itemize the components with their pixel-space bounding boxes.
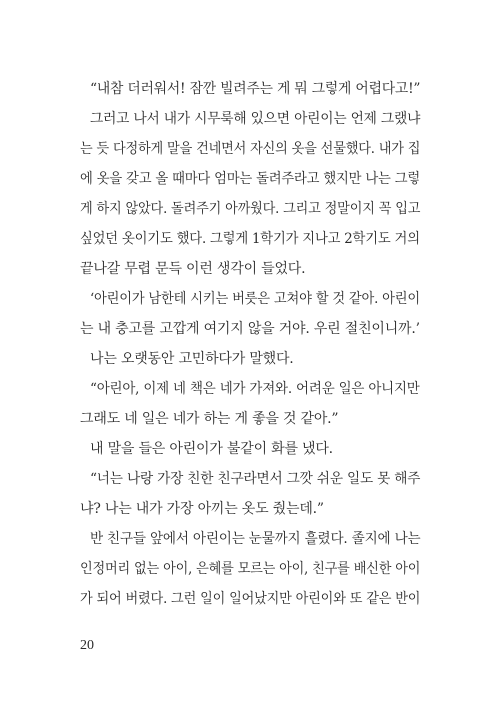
text-line: 그래도 네 일은 네가 하는 게 좋을 것 같아.” <box>80 411 339 427</box>
text-line: 그러고 나서 내가 시무룩해 있으면 아린이는 언제 그랬냐 <box>90 111 421 127</box>
text-line: ‘아린이가 남한테 시키는 버릇은 고쳐야 할 것 같아. 아린이 <box>90 291 420 307</box>
text-line: 끝나갈 무렵 문득 이런 생각이 들었다. <box>80 261 306 277</box>
text-line: 는 듯 다정하게 말을 건네면서 자신의 옷을 선물했다. 내가 집 <box>80 141 421 157</box>
text-line: 반 친구들 앞에서 아린이는 눈물까지 흘렸다. 졸지에 나는 <box>90 531 421 547</box>
text-line: 싶었던 옷이기도 했다. 그렇게 1학기가 지나고 2학기도 거의 <box>80 231 420 247</box>
text-line: “아린아, 이제 네 책은 네가 가져와. 어려운 일은 아니지만 <box>90 381 420 397</box>
page-number: 20 <box>80 638 94 653</box>
text-line: 가 되어 버렸다. 그런 일이 일어났지만 아린이와 또 같은 반이 <box>80 591 421 607</box>
text-line: 냐? 나는 내가 가장 아끼는 옷도 줬는데.” <box>80 501 324 517</box>
text-line: “너는 나랑 가장 친한 친구라면서 그깟 쉬운 일도 못 해주 <box>90 471 421 487</box>
text-line: 나는 오랫동안 고민하다가 말했다. <box>90 351 294 367</box>
text-line: 내 말을 들은 아린이가 불같이 화를 냈다. <box>90 441 333 457</box>
text-line: 게 하지 않았다. 돌려주기 아까웠다. 그리고 정말이지 꼭 입고 <box>80 201 421 217</box>
text-line: 에 옷을 갖고 올 때마다 엄마는 돌려주라고 했지만 나는 그렇 <box>80 171 421 187</box>
text-line: “내참 더러워서! 잠깐 빌려주는 게 뭐 그렇게 어렵다고!” <box>90 81 421 97</box>
text-line: 는 내 충고를 고깝게 여기지 않을 거야. 우린 절친이니까.’ <box>80 321 420 337</box>
text-line: 인정머리 없는 아이, 은혜를 모르는 아이, 친구를 배신한 아이 <box>80 561 421 577</box>
